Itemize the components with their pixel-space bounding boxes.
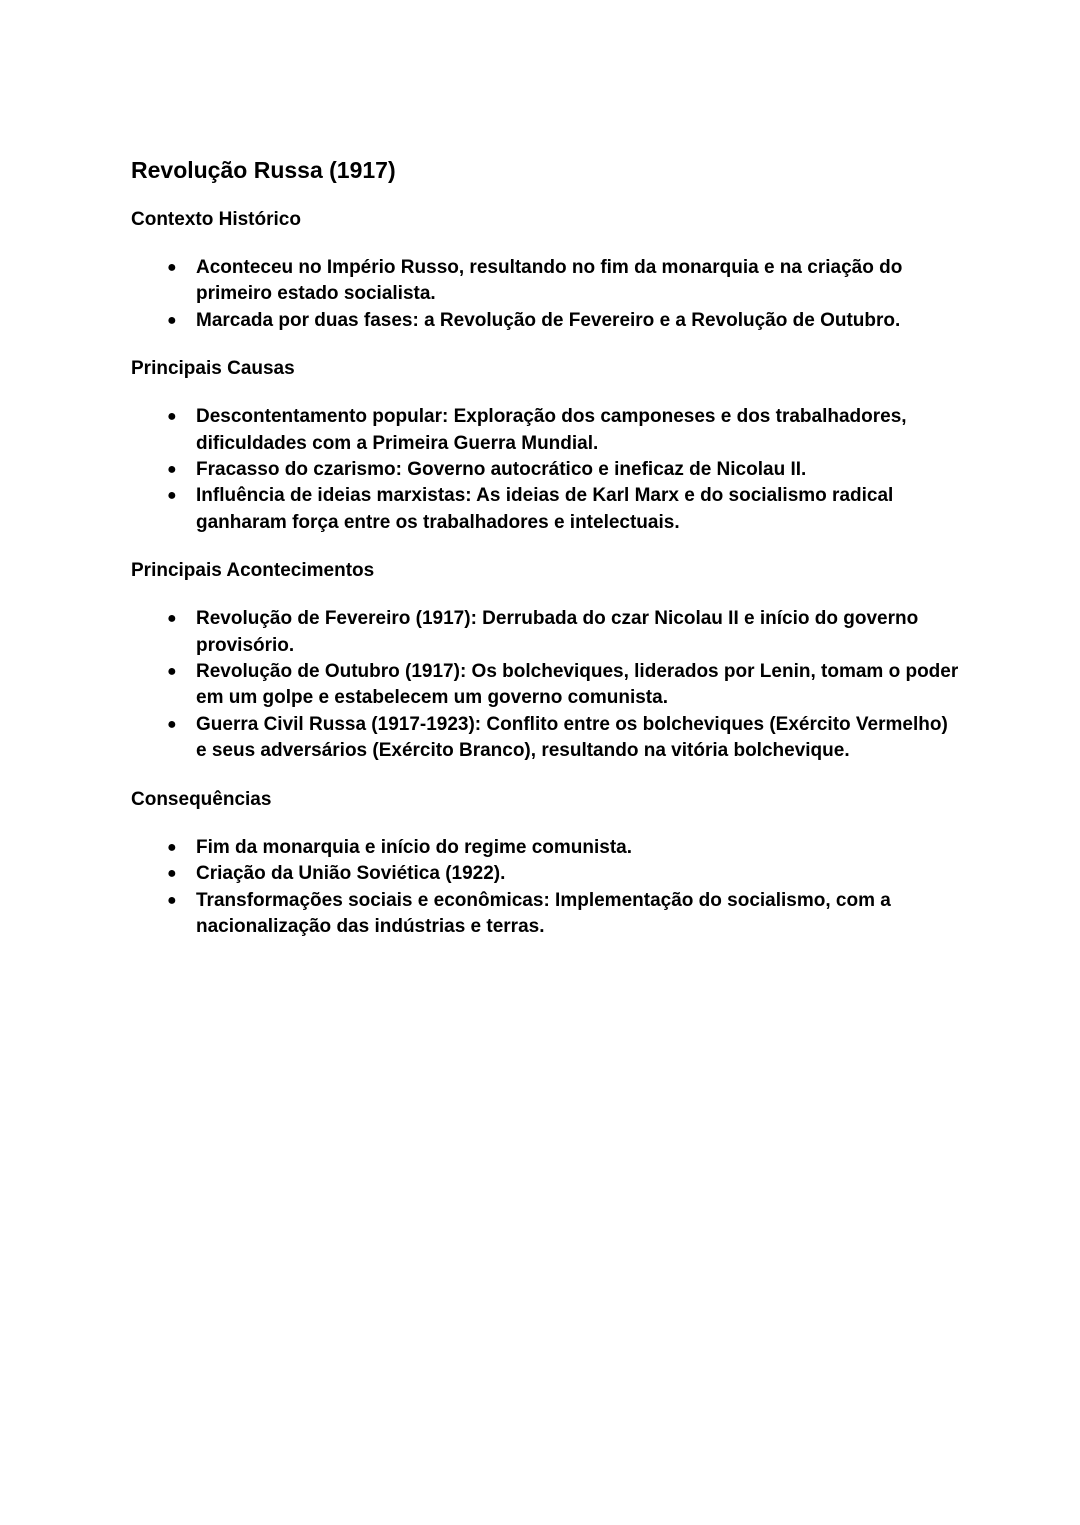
list-item [131, 606, 961, 659]
bullet-icon: ● [167, 461, 177, 479]
list-item [131, 712, 961, 765]
list-item-text: Revolução de Fevereiro (1917): Derrubada do czar Nicolau II e início do governo provisório. [196, 608, 919, 656]
bullet-icon: ● [167, 891, 177, 909]
bullet-list-contexto-historico [131, 255, 961, 334]
document-title: Revolução Russa (1917) [131, 157, 396, 183]
list-item [131, 255, 961, 308]
bullet-icon: ● [167, 311, 177, 329]
list-item-text: Descontentamento popular: Exploração dos camponeses e dos trabalhadores, dificuldades com a Primeira Guerra Mundial. [196, 406, 907, 454]
bullet-icon: ● [167, 408, 177, 426]
list-item-text: Aconteceu no Império Russo, resultando no fim da monarquia e na criação do primeiro estado socialista. [196, 257, 903, 305]
bullet-list-principais-causas [131, 404, 961, 536]
list-item-text: Guerra Civil Russa (1917-1923): Conflito entre os bolcheviques (Exército Vermelho) e seus adversários (Exército Branco), resultando na vitória bolchevique. [196, 713, 948, 762]
bullet-icon: ● [167, 838, 177, 856]
document-page [131, 154, 961, 940]
list-item-text: Fim da monarquia e início do regime comunista. [196, 836, 633, 858]
list-item [131, 659, 961, 712]
bullet-icon: ● [167, 487, 177, 505]
list-item-text: Transformações sociais e econômicas: Implementação do socialismo, com a nacionalização das indústrias e terras. [196, 889, 891, 937]
list-item [131, 457, 961, 483]
bullet-icon: ● [167, 715, 177, 733]
section-heading-principais-causas: Principais Causas [131, 358, 295, 380]
list-item [131, 835, 961, 861]
bullet-list-principais-acontecimentos [131, 606, 961, 764]
bullet-icon: ● [167, 610, 177, 628]
list-item [131, 308, 961, 334]
section-heading-principais-acontecimentos: Principais Acontecimentos [131, 560, 375, 582]
section-heading-consequencias: Consequências [131, 788, 272, 810]
list-item-text: Revolução de Outubro (1917): Os bolcheviques, liderados por Lenin, tomam o poder em um golpe e estabelecem um governo comunista. [196, 661, 959, 709]
list-item-text: Criação da União Soviética (1922). [196, 863, 506, 885]
list-item-text: Fracasso do czarismo: Governo autocrático e ineficaz de Nicolau II. [196, 459, 807, 481]
list-item [131, 483, 961, 536]
list-item [131, 888, 961, 941]
bullet-list-consequencias [131, 835, 961, 941]
bullet-icon: ● [167, 259, 177, 276]
bullet-icon: ● [167, 865, 177, 883]
list-item-text: Marcada por duas fases: a Revolução de Fevereiro e a Revolução de Outubro. [196, 309, 901, 331]
section-heading-contexto-historico: Contexto Histórico [131, 209, 301, 230]
list-item [131, 861, 961, 887]
list-item [131, 404, 961, 457]
bullet-icon: ● [167, 663, 177, 681]
list-item-text: Influência de ideias marxistas: As ideias de Karl Marx e do socialismo radical ganharam força entre os trabalhadores e intelectuais. [196, 485, 894, 533]
